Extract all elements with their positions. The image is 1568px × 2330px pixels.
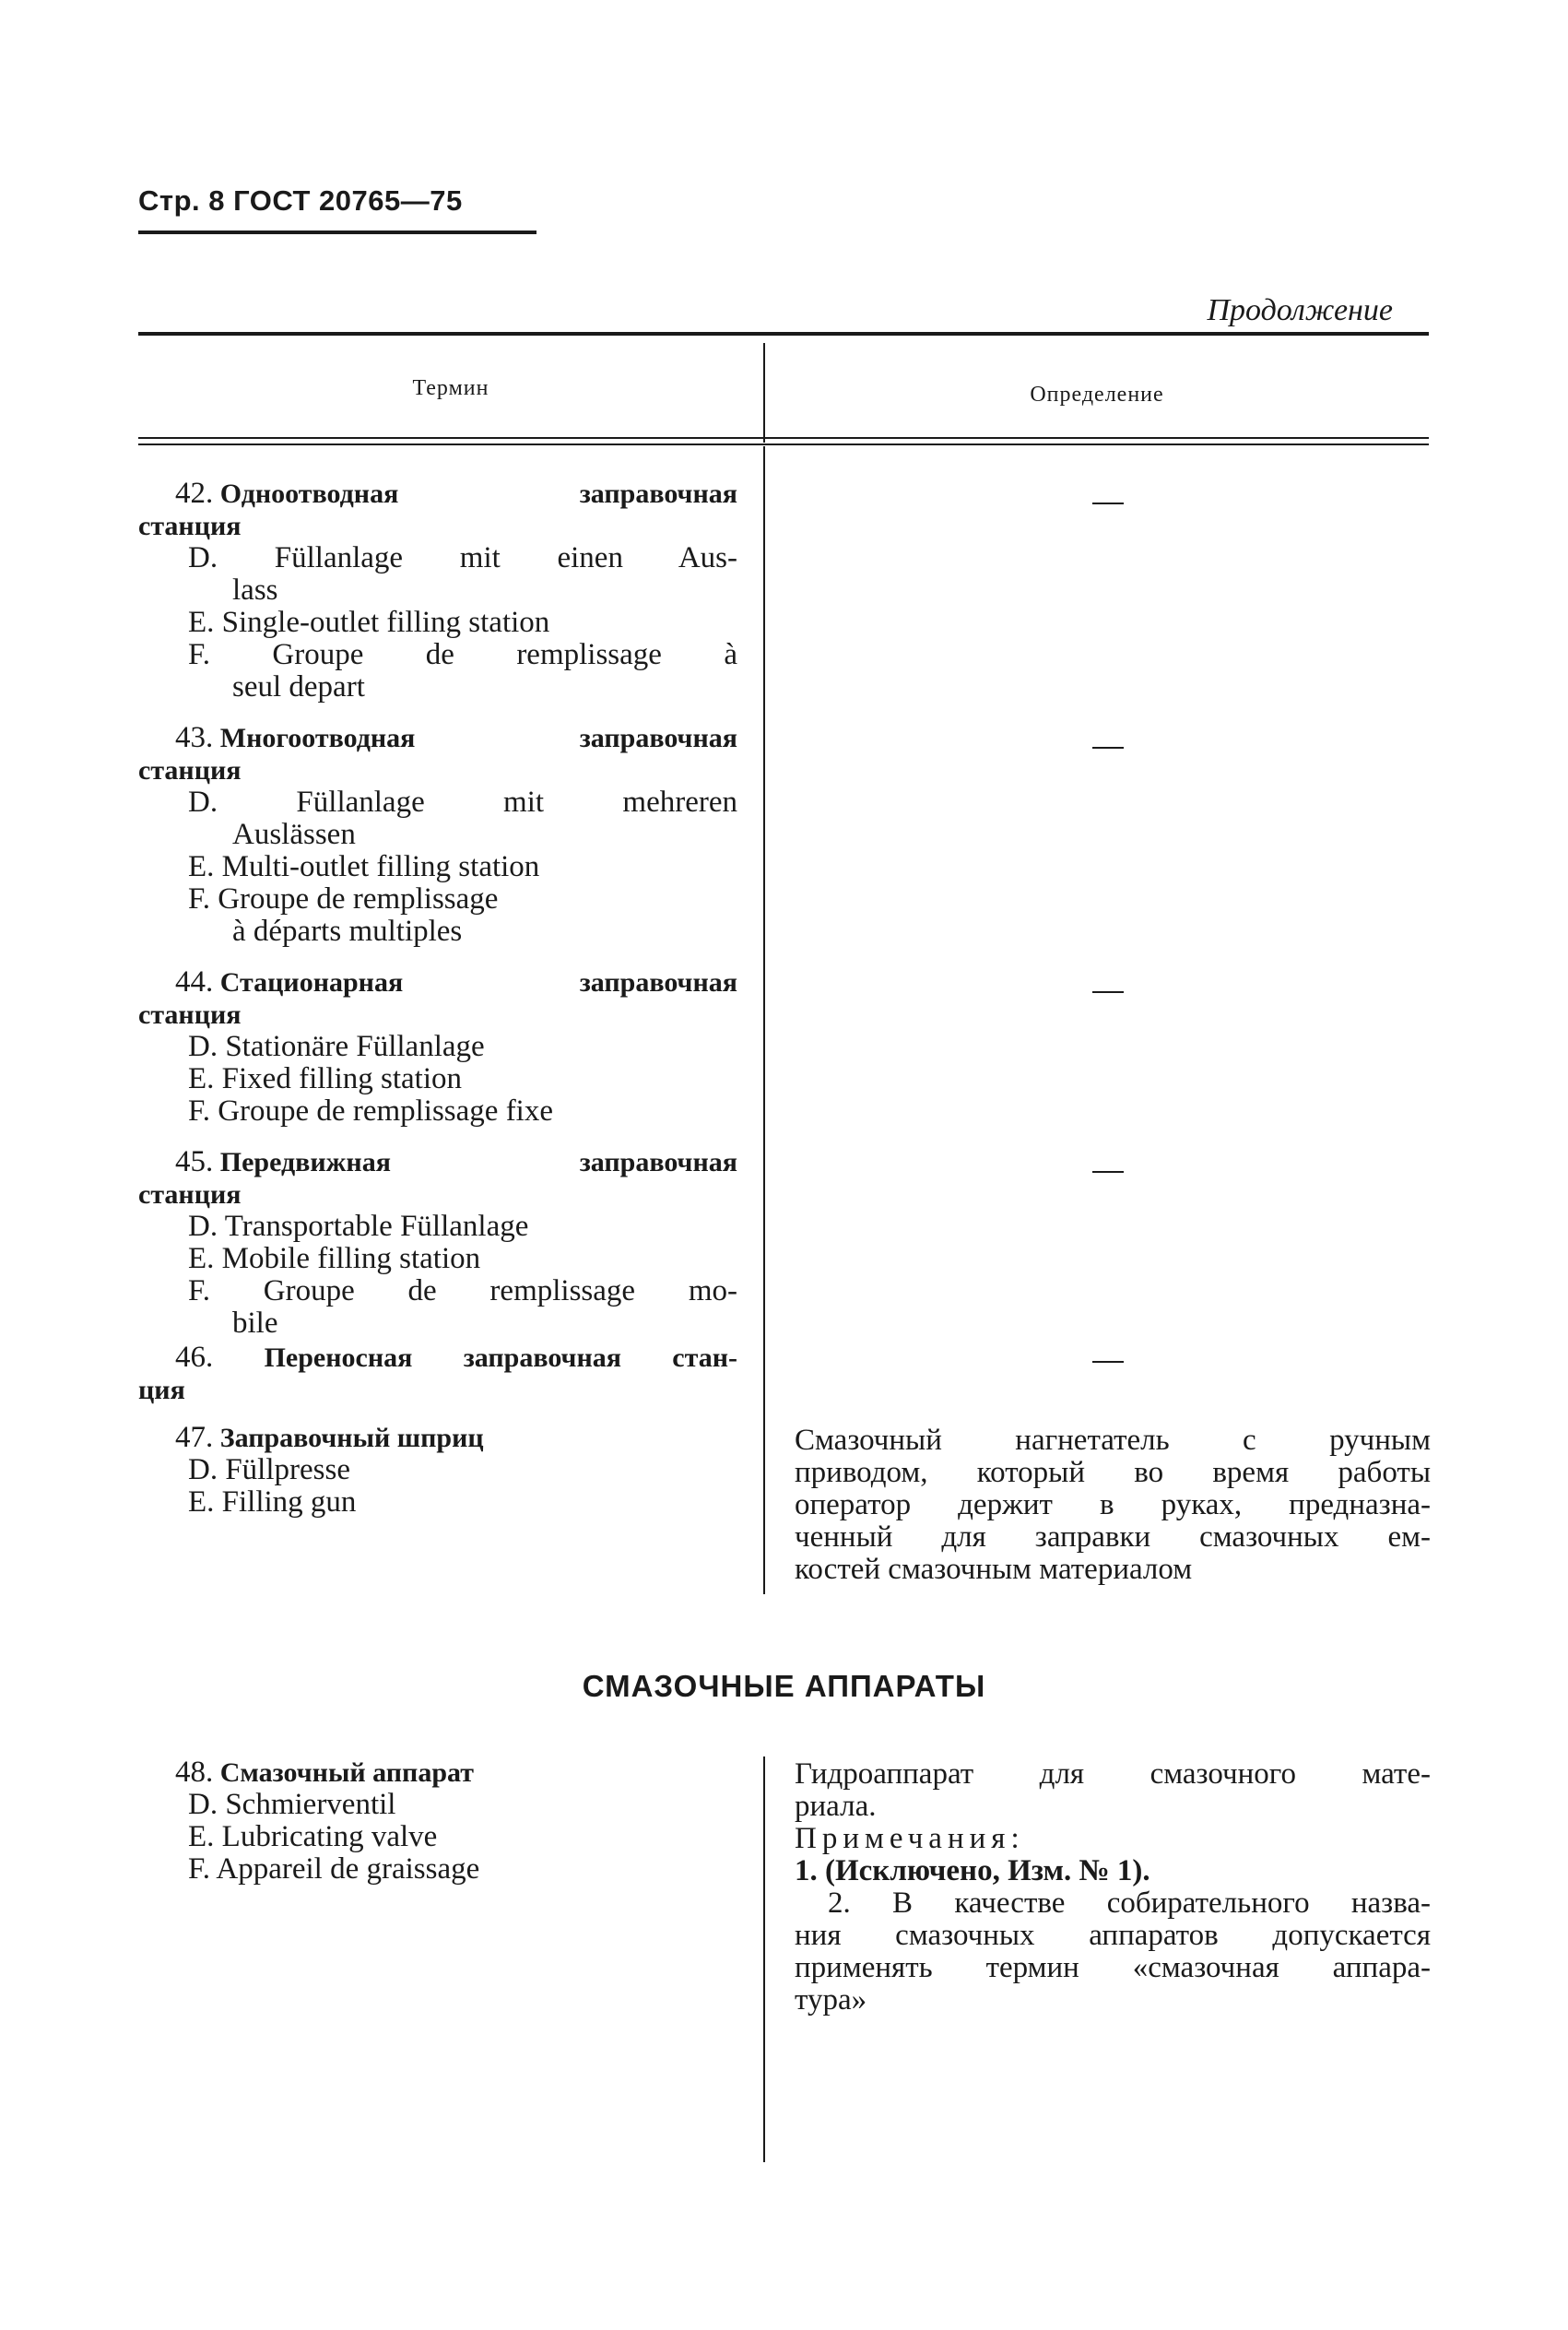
term-title: Многоотводная: [219, 723, 416, 753]
definition-dash: [1092, 1171, 1124, 1173]
term-entry-44: [138, 966, 737, 1128]
term-entry-42: [138, 478, 737, 704]
note-1: 1. (Исключено, Изм. № 1).: [795, 1854, 1150, 1887]
term-number: 44.: [175, 965, 214, 999]
header-rule: [138, 231, 536, 234]
term-number: 45.: [175, 1145, 214, 1178]
term-title: станция: [138, 999, 242, 1030]
term-title: станция: [138, 755, 242, 786]
term-en: E. Mobile filling station: [188, 1242, 481, 1275]
term-title: Одноотводная: [219, 479, 399, 509]
term-de: D. Stationäre Füllanlage: [188, 1030, 485, 1063]
term-title: станция: [138, 1179, 242, 1210]
definition-48: [795, 1758, 1431, 2017]
definition-line: Смазочный нагнетатель с ручным: [795, 1424, 1431, 1457]
term-fr: F. Appareil de graissage: [188, 1852, 480, 1886]
term-entry-48: [138, 1756, 737, 1886]
continuation-label: Продолжение: [1207, 293, 1393, 327]
term-title: Стационарная: [219, 967, 404, 998]
notes-label: Примечания:: [795, 1822, 1025, 1855]
definition-line: костей смазочным материалом: [795, 1553, 1193, 1586]
term-title: заправочная: [579, 1147, 737, 1177]
term-de: Auslässen: [232, 818, 356, 851]
definition-line: риала.: [795, 1790, 877, 1823]
term-en: E. Multi-outlet filling station: [188, 850, 540, 883]
term-de: D. Füllanlage mit mehreren: [188, 786, 737, 819]
definition-line: Гидроаппарат для смазочного мате-: [795, 1757, 1431, 1791]
term-title: Переносная заправочная стан-: [264, 1342, 738, 1373]
term-fr: F. Groupe de remplissage mo-: [188, 1274, 737, 1307]
term-entry-43: [138, 722, 737, 948]
definition-line: оператор держит в руках, предназна-: [795, 1488, 1431, 1521]
term-title: Заправочный шприц: [219, 1423, 484, 1453]
term-entry-47: [138, 1422, 737, 1519]
definition-dash: [1092, 503, 1124, 504]
page-header: Стр. 8 ГОСТ 20765—75: [138, 184, 463, 217]
note-2-line: применять термин «смазочная аппара-: [795, 1951, 1431, 1984]
term-en: E. Fixed filling station: [188, 1062, 462, 1095]
column-header-term: Термин: [412, 376, 489, 400]
term-de: D. Transportable Füllanlage: [188, 1210, 529, 1243]
note-2-line: ния смазочных аппаратов допускается: [795, 1919, 1431, 1952]
term-fr: bile: [232, 1307, 278, 1340]
term-title: ция: [138, 1375, 185, 1405]
term-number: 42.: [175, 477, 214, 510]
term-title: заправочная: [579, 967, 737, 998]
term-fr: F. Groupe de remplissage à: [188, 638, 737, 671]
term-entry-46: [138, 1342, 737, 1406]
term-en: E. Filling gun: [188, 1485, 357, 1519]
header-rule-1: [138, 437, 1429, 439]
definition-47: [795, 1425, 1431, 1586]
term-fr: F. Groupe de remplissage: [188, 882, 499, 916]
definition-line: приводом, который во время работы: [795, 1456, 1431, 1489]
term-number: 47.: [175, 1421, 214, 1454]
term-title: заправочная: [579, 479, 737, 509]
definition-dash: [1092, 1361, 1124, 1363]
term-number: 48.: [175, 1756, 214, 1789]
header-rule-2: [138, 444, 1429, 445]
definition-dash: [1092, 991, 1124, 993]
term-title: Смазочный аппарат: [219, 1757, 474, 1788]
term-entry-45: [138, 1146, 737, 1340]
term-title: заправочная: [579, 723, 737, 753]
note-2-line: тура»: [795, 1983, 867, 2017]
term-de: D. Schmierventil: [188, 1788, 396, 1821]
term-title: Передвижная: [219, 1147, 391, 1177]
table-top-rule: [138, 332, 1429, 336]
term-de: lass: [232, 574, 278, 607]
term-de: D. Füllpresse: [188, 1453, 350, 1486]
column-divider: [763, 446, 765, 1594]
term-number: 46.: [175, 1341, 214, 1374]
term-fr: seul depart: [232, 670, 365, 704]
column-divider: [763, 1756, 765, 2162]
term-fr: à départs multiples: [232, 915, 463, 948]
term-title: станция: [138, 511, 242, 541]
note-2-line: 2. В качестве собирательного назва-: [828, 1886, 1431, 1920]
section-title: СМАЗОЧНЫЕ АППАРАТЫ: [582, 1669, 986, 1703]
term-fr: F. Groupe de remplissage fixe: [188, 1094, 553, 1128]
term-number: 43.: [175, 721, 214, 754]
term-en: E. Single-outlet filling station: [188, 606, 550, 639]
term-en: E. Lubricating valve: [188, 1820, 438, 1853]
column-header-definition: Определение: [1030, 383, 1164, 407]
definition-line: ченный для заправки смазочных ем-: [795, 1520, 1431, 1554]
term-de: D. Füllanlage mit einen Aus-: [188, 541, 737, 574]
definition-dash: [1092, 747, 1124, 749]
